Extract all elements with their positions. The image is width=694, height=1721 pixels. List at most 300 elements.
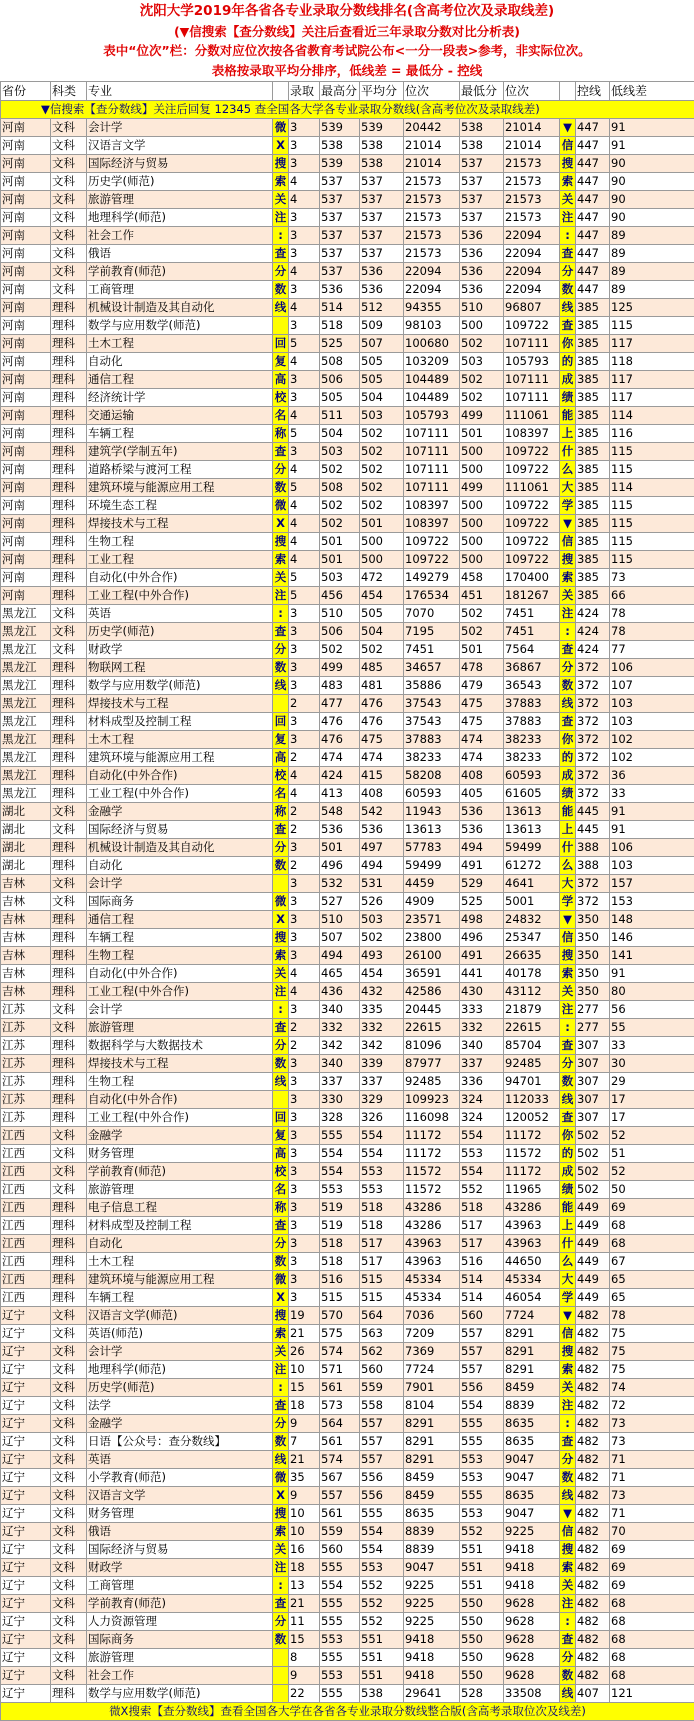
cell-min-rank: 9628 [504, 1667, 560, 1685]
cell-major: 物联网工程 [87, 659, 273, 677]
cell-province: 吉林 [1, 893, 51, 911]
side-note-char [273, 317, 289, 335]
side-note-char: 索 [560, 965, 576, 983]
cell-avg-rank: 176534 [404, 587, 460, 605]
side-note-char [273, 875, 289, 893]
cell-province: 河南 [1, 425, 51, 443]
cell-avg-rank: 108397 [404, 515, 460, 533]
cell-category: 文科 [51, 893, 87, 911]
cell-category: 文科 [51, 1577, 87, 1595]
side-note-char [273, 1685, 289, 1703]
cell-category: 文科 [51, 1631, 87, 1649]
cell-avg-rank: 108397 [404, 497, 460, 515]
cell-line-diff: 65 [610, 1289, 694, 1307]
cell-province: 河南 [1, 371, 51, 389]
cell-control-line: 350 [576, 983, 610, 1001]
cell-admitted: 18 [289, 1559, 320, 1577]
table-row [1, 1253, 694, 1271]
cell-category: 文科 [51, 155, 87, 173]
cell-admitted: 3 [289, 623, 320, 641]
cell-min-rank: 109722 [504, 461, 560, 479]
cell-min-score: 475 [460, 695, 504, 713]
cell-min-rank: 9628 [504, 1613, 560, 1631]
table-row [1, 137, 694, 155]
cell-control-line: 277 [576, 1001, 610, 1019]
cell-avg-rank: 103209 [404, 353, 460, 371]
cell-province: 黑龙江 [1, 677, 51, 695]
cell-max-score: 342 [320, 1037, 360, 1055]
cell-admitted: 3 [289, 713, 320, 731]
side-note-char: 注 [273, 1559, 289, 1577]
side-note-char: 关 [560, 191, 576, 209]
table-row [1, 1595, 694, 1613]
cell-control-line: 385 [576, 551, 610, 569]
cell-province: 辽宁 [1, 1595, 51, 1613]
cell-province: 辽宁 [1, 1487, 51, 1505]
cell-min-score: 496 [460, 929, 504, 947]
cell-category: 理科 [51, 1235, 87, 1253]
table-row [1, 371, 694, 389]
cell-avg-rank: 100680 [404, 335, 460, 353]
cell-min-score: 525 [460, 893, 504, 911]
cell-line-diff: 91 [610, 965, 694, 983]
cell-control-line: 447 [576, 137, 610, 155]
cell-admitted: 3 [289, 875, 320, 893]
cell-avg-rank: 35886 [404, 677, 460, 695]
cell-admitted: 5 [289, 479, 320, 497]
cell-province: 河南 [1, 461, 51, 479]
cell-avg-score: 504 [360, 623, 404, 641]
cell-avg-rank: 8291 [404, 1415, 460, 1433]
table-row [1, 1343, 694, 1361]
cell-major: 金融学 [87, 803, 273, 821]
cell-avg-rank: 9047 [404, 1559, 460, 1577]
cell-min-score: 537 [460, 209, 504, 227]
cell-max-score: 510 [320, 605, 360, 623]
cell-min-rank: 44650 [504, 1253, 560, 1271]
cell-major: 焊接技术与工程 [87, 515, 273, 533]
cell-avg-rank: 7901 [404, 1379, 460, 1397]
cell-admitted: 2 [289, 857, 320, 875]
cell-line-diff: 90 [610, 191, 694, 209]
cell-line-diff: 80 [610, 983, 694, 1001]
cell-avg-rank: 43286 [404, 1199, 460, 1217]
cell-min-score: 500 [460, 443, 504, 461]
cell-major: 地理科学(师范) [87, 1361, 273, 1379]
cell-max-score: 424 [320, 767, 360, 785]
cell-min-rank: 11172 [504, 1127, 560, 1145]
cell-admitted: 26 [289, 1343, 320, 1361]
cell-avg-rank: 105793 [404, 407, 460, 425]
side-note-char: 搜 [560, 155, 576, 173]
table-row [1, 353, 694, 371]
cell-category: 文科 [51, 173, 87, 191]
cell-min-rank: 7451 [504, 605, 560, 623]
cell-min-rank: 9418 [504, 1577, 560, 1595]
table-row [1, 1181, 694, 1199]
cell-control-line: 482 [576, 1343, 610, 1361]
table-row [1, 785, 694, 803]
cell-min-score: 501 [460, 425, 504, 443]
cell-line-diff: 77 [610, 641, 694, 659]
cell-admitted: 21 [289, 1325, 320, 1343]
cell-line-diff: 115 [610, 533, 694, 551]
side-note-char: 数 [560, 677, 576, 695]
cell-admitted: 3 [289, 1217, 320, 1235]
side-note-char: 复 [273, 731, 289, 749]
cell-min-score: 553 [460, 1451, 504, 1469]
table-row [1, 227, 694, 245]
table-row [1, 947, 694, 965]
cell-admitted: 3 [289, 605, 320, 623]
cell-min-rank: 8459 [504, 1379, 560, 1397]
cell-control-line: 502 [576, 1145, 610, 1163]
cell-province: 江苏 [1, 1073, 51, 1091]
cell-max-score: 413 [320, 785, 360, 803]
cell-min-rank: 9047 [504, 1469, 560, 1487]
cell-province: 辽宁 [1, 1523, 51, 1541]
cell-province: 河南 [1, 407, 51, 425]
cell-control-line: 482 [576, 1577, 610, 1595]
cell-max-score: 573 [320, 1397, 360, 1415]
cell-major: 电子信息工程 [87, 1199, 273, 1217]
cell-province: 黑龙江 [1, 695, 51, 713]
cell-admitted: 3 [289, 659, 320, 677]
cell-max-score: 537 [320, 263, 360, 281]
cell-admitted: 22 [289, 1685, 320, 1703]
cell-admitted: 3 [289, 155, 320, 173]
cell-line-diff: 69 [610, 1577, 694, 1595]
side-note-char: 微 [273, 119, 289, 137]
cell-line-diff: 148 [610, 911, 694, 929]
cell-category: 理科 [51, 497, 87, 515]
cell-min-rank: 107111 [504, 389, 560, 407]
table-row [1, 461, 694, 479]
cell-avg-score: 502 [360, 425, 404, 443]
cell-line-diff: 102 [610, 749, 694, 767]
cell-category: 理科 [51, 731, 87, 749]
cell-max-score: 328 [320, 1109, 360, 1127]
cell-category: 理科 [51, 1685, 87, 1703]
cell-min-score: 500 [460, 497, 504, 515]
cell-avg-score: 481 [360, 677, 404, 695]
side-note-char: 复 [273, 1127, 289, 1145]
cell-avg-rank: 20442 [404, 119, 460, 137]
cell-min-score: 514 [460, 1271, 504, 1289]
cell-min-rank: 109722 [504, 551, 560, 569]
table-row [1, 641, 694, 659]
cell-avg-score: 564 [360, 1307, 404, 1325]
cell-avg-rank: 81096 [404, 1037, 460, 1055]
cell-avg-rank: 60593 [404, 785, 460, 803]
side-note-char: 数 [560, 281, 576, 299]
side-note-char: 注 [273, 209, 289, 227]
cell-avg-rank: 13613 [404, 821, 460, 839]
table-row [1, 1577, 694, 1595]
cell-min-rank: 8291 [504, 1325, 560, 1343]
side-note-char: 查 [273, 245, 289, 263]
cell-admitted: 2 [289, 821, 320, 839]
cell-max-score: 502 [320, 497, 360, 515]
cell-admitted: 3 [289, 227, 320, 245]
cell-min-rank: 43286 [504, 1199, 560, 1217]
cell-avg-rank: 7369 [404, 1343, 460, 1361]
cell-major: 数学与应用数学(师范) [87, 317, 273, 335]
side-note-char: 注 [273, 587, 289, 605]
banner-text: ▼信搜索【查分数线】关注后回复 12345 查全国各大学各专业录取分数线(含高考位次及录取线差) [1, 101, 694, 119]
table-row [1, 1019, 694, 1037]
side-note-char: 微 [273, 893, 289, 911]
cell-province: 湖北 [1, 839, 51, 857]
cell-category: 文科 [51, 1307, 87, 1325]
cell-line-diff: 17 [610, 1109, 694, 1127]
table-row [1, 245, 694, 263]
side-note-char: 的 [560, 353, 576, 371]
table-row [1, 893, 694, 911]
side-note-char: 分 [273, 461, 289, 479]
cell-province: 吉林 [1, 929, 51, 947]
cell-admitted: 3 [289, 1001, 320, 1019]
table-row [1, 1559, 694, 1577]
cell-line-diff: 90 [610, 209, 694, 227]
cell-major: 自动化 [87, 1235, 273, 1253]
cell-category: 理科 [51, 353, 87, 371]
cell-avg-score: 454 [360, 587, 404, 605]
cell-min-rank: 21879 [504, 1001, 560, 1019]
cell-max-score: 538 [320, 137, 360, 155]
footer-row [1, 1703, 694, 1721]
cell-min-rank: 22094 [504, 281, 560, 299]
cell-min-rank: 43963 [504, 1235, 560, 1253]
cell-min-score: 516 [460, 1253, 504, 1271]
side-note-char: 注 [560, 209, 576, 227]
cell-avg-rank: 8291 [404, 1451, 460, 1469]
cell-line-diff: 106 [610, 659, 694, 677]
side-note-char: 上 [560, 821, 576, 839]
cell-avg-rank: 9225 [404, 1595, 460, 1613]
cell-control-line: 424 [576, 605, 610, 623]
cell-category: 理科 [51, 1253, 87, 1271]
side-note-char: 分 [273, 1037, 289, 1055]
cell-avg-rank: 9418 [404, 1631, 460, 1649]
cell-max-score: 502 [320, 461, 360, 479]
cell-min-score: 536 [460, 281, 504, 299]
cell-major: 金融学 [87, 1127, 273, 1145]
cell-line-diff: 30 [610, 1055, 694, 1073]
cell-min-rank: 120052 [504, 1109, 560, 1127]
cell-category: 文科 [51, 1127, 87, 1145]
cell-max-score: 532 [320, 875, 360, 893]
column-header: 省份 [1, 82, 51, 101]
cell-avg-score: 474 [360, 749, 404, 767]
cell-min-score: 552 [460, 1181, 504, 1199]
table-row [1, 299, 694, 317]
cell-min-rank: 11172 [504, 1163, 560, 1181]
cell-min-rank: 107111 [504, 335, 560, 353]
cell-control-line: 449 [576, 1199, 610, 1217]
cell-avg-rank: 58208 [404, 767, 460, 785]
cell-avg-score: 538 [360, 137, 404, 155]
cell-major: 生物工程 [87, 533, 273, 551]
side-note-char: 信 [560, 533, 576, 551]
cell-max-score: 503 [320, 443, 360, 461]
cell-max-score: 527 [320, 893, 360, 911]
cell-major: 国际经济与贸易 [87, 1541, 273, 1559]
cell-control-line: 388 [576, 839, 610, 857]
cell-major: 通信工程 [87, 911, 273, 929]
cell-control-line: 482 [576, 1559, 610, 1577]
cell-min-score: 554 [460, 1127, 504, 1145]
cell-major: 工业工程(中外合作) [87, 587, 273, 605]
cell-category: 文科 [51, 803, 87, 821]
cell-admitted: 15 [289, 1631, 320, 1649]
cell-min-rank: 9628 [504, 1649, 560, 1667]
cell-admitted: 3 [289, 317, 320, 335]
cell-category: 理科 [51, 965, 87, 983]
cell-control-line: 482 [576, 1415, 610, 1433]
side-note-char: 查 [560, 1109, 576, 1127]
cell-line-diff: 67 [610, 1253, 694, 1271]
cell-province: 河南 [1, 317, 51, 335]
cell-control-line: 447 [576, 245, 610, 263]
cell-avg-score: 517 [360, 1253, 404, 1271]
cell-admitted: 4 [289, 461, 320, 479]
cell-min-rank: 7724 [504, 1307, 560, 1325]
side-note-char: 关 [273, 965, 289, 983]
cell-min-score: 514 [460, 1289, 504, 1307]
cell-min-score: 324 [460, 1109, 504, 1127]
table-row [1, 1289, 694, 1307]
cell-min-score: 340 [460, 1037, 504, 1055]
cell-major: 社会工作 [87, 1667, 273, 1685]
cell-admitted: 10 [289, 1523, 320, 1541]
cell-max-score: 567 [320, 1469, 360, 1487]
cell-admitted: 5 [289, 569, 320, 587]
cell-category: 理科 [51, 335, 87, 353]
cell-category: 文科 [51, 209, 87, 227]
cell-category: 理科 [51, 947, 87, 965]
side-note-char: 能 [560, 407, 576, 425]
cell-min-score: 479 [460, 677, 504, 695]
cell-min-score: 557 [460, 1325, 504, 1343]
cell-avg-score: 485 [360, 659, 404, 677]
cell-admitted: 3 [289, 1091, 320, 1109]
cell-avg-score: 502 [360, 929, 404, 947]
side-note-char: : [560, 1613, 576, 1631]
cell-category: 理科 [51, 1109, 87, 1127]
side-note-char: 索 [273, 173, 289, 191]
cell-min-score: 517 [460, 1235, 504, 1253]
cell-category: 理科 [51, 785, 87, 803]
cell-max-score: 465 [320, 965, 360, 983]
cell-avg-score: 494 [360, 857, 404, 875]
side-note-char: 分 [560, 1649, 576, 1667]
cell-line-diff: 68 [610, 1235, 694, 1253]
side-note-char: 搜 [560, 947, 576, 965]
cell-category: 理科 [51, 317, 87, 335]
cell-major: 汉语言文学 [87, 1487, 273, 1505]
cell-max-score: 502 [320, 515, 360, 533]
cell-avg-rank: 23800 [404, 929, 460, 947]
side-note-char: : [560, 1019, 576, 1037]
table-row [1, 965, 694, 983]
cell-control-line: 482 [576, 1469, 610, 1487]
cell-major: 旅游管理 [87, 1019, 273, 1037]
column-header: 平均分 [360, 82, 404, 101]
cell-line-diff: 68 [610, 1613, 694, 1631]
cell-avg-rank: 37543 [404, 695, 460, 713]
cell-admitted: 3 [289, 929, 320, 947]
side-note-char: 数 [273, 479, 289, 497]
cell-major: 材料成型及控制工程 [87, 1217, 273, 1235]
cell-min-score: 501 [460, 641, 504, 659]
cell-admitted: 21 [289, 1595, 320, 1613]
cell-category: 文科 [51, 1001, 87, 1019]
cell-admitted: 5 [289, 587, 320, 605]
cell-category: 理科 [51, 569, 87, 587]
side-note-char: : [273, 1001, 289, 1019]
table-row [1, 1199, 694, 1217]
cell-province: 黑龙江 [1, 767, 51, 785]
cell-min-score: 552 [460, 1523, 504, 1541]
cell-major: 旅游管理 [87, 191, 273, 209]
cell-avg-rank: 8291 [404, 1433, 460, 1451]
cell-avg-rank: 7451 [404, 641, 460, 659]
cell-line-diff: 107 [610, 677, 694, 695]
table-row [1, 659, 694, 677]
cell-line-diff: 73 [610, 1487, 694, 1505]
cell-min-rank: 85704 [504, 1037, 560, 1055]
side-note-char: 关 [273, 569, 289, 587]
cell-min-rank: 8635 [504, 1433, 560, 1451]
cell-avg-score: 537 [360, 227, 404, 245]
cell-major: 交通运输 [87, 407, 273, 425]
note-line: 表中“位次”栏：分数对应位次按各省教育考试院公布<一分一段表>参考，非实际位次。 [0, 41, 694, 61]
cell-control-line: 449 [576, 1253, 610, 1271]
cell-avg-score: 551 [360, 1667, 404, 1685]
cell-max-score: 514 [320, 299, 360, 317]
side-note-char: 注 [560, 1397, 576, 1415]
cell-category: 理科 [51, 1055, 87, 1073]
cell-province: 辽宁 [1, 1631, 51, 1649]
cell-control-line: 482 [576, 1631, 610, 1649]
cell-avg-score: 339 [360, 1055, 404, 1073]
side-note-char: 查 [560, 1631, 576, 1649]
cell-province: 辽宁 [1, 1469, 51, 1487]
cell-avg-rank: 8635 [404, 1505, 460, 1523]
cell-major: 英语 [87, 605, 273, 623]
cell-province: 黑龙江 [1, 731, 51, 749]
cell-admitted: 8 [289, 1649, 320, 1667]
column-header: 录取 [289, 82, 320, 101]
cell-min-rank: 9047 [504, 1451, 560, 1469]
cell-admitted: 3 [289, 731, 320, 749]
side-note-char: 高 [273, 1145, 289, 1163]
table-row [1, 605, 694, 623]
cell-major: 自动化(中外合作) [87, 767, 273, 785]
side-note-char: 信 [560, 1325, 576, 1343]
cell-category: 理科 [51, 479, 87, 497]
cell-category: 文科 [51, 137, 87, 155]
cell-avg-score: 502 [360, 461, 404, 479]
cell-control-line: 388 [576, 857, 610, 875]
cell-line-diff: 115 [610, 317, 694, 335]
cell-major: 材料成型及控制工程 [87, 713, 273, 731]
cell-admitted: 3 [289, 677, 320, 695]
cell-province: 辽宁 [1, 1361, 51, 1379]
cell-max-score: 537 [320, 173, 360, 191]
cell-min-score: 458 [460, 569, 504, 587]
